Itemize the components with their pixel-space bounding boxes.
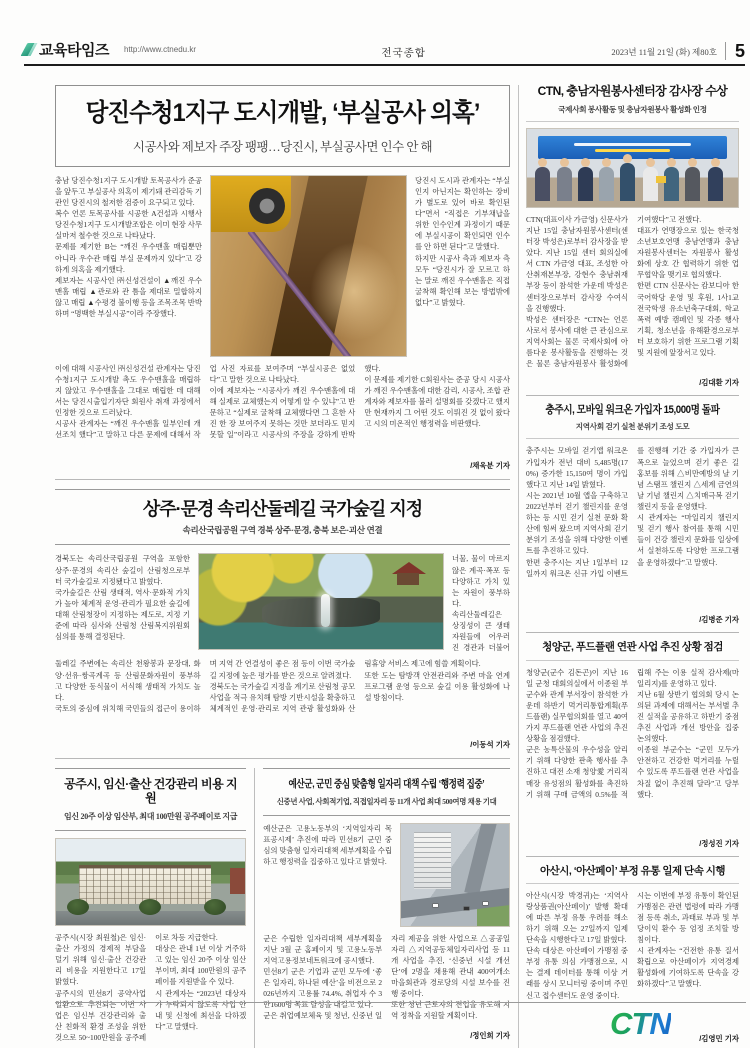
yesan-subhead: 신중년 사업, 사회적기업, 직접일자리 등 11개 사업 최대 500여명 채용 기대	[276, 796, 497, 806]
person-shape	[578, 167, 593, 201]
person-shape	[599, 167, 614, 201]
page-number: 5	[725, 42, 745, 60]
main-subhead: 시공사와 제보자 주장 팽팽…당진시, 부실공사면 인수 안 해	[132, 139, 433, 154]
trench-photo	[210, 175, 407, 357]
masthead-right	[611, 42, 745, 60]
ctn-headline: CTN, 충남자원봉사센터장 감사장 수상	[537, 84, 728, 98]
tree-shape	[139, 899, 161, 915]
ctn-subhead: 국제사회 봉사활동 및 충남자원봉사 활성화 인정	[558, 104, 707, 114]
tree-shape	[67, 899, 89, 915]
cheongyang-byline: /정성진 기자	[699, 838, 739, 848]
gongju-photo	[55, 838, 246, 926]
brand	[24, 39, 196, 60]
road-shape	[465, 823, 499, 896]
yesan-body-bottom: 군은 수립한 일자리대책 세부계획을 지난 3월 군 홈페이지 및 고용노동부 지역고용정보네트워크에 공시했다. 민선8기 군은 기업과 군민 모두에 ‘좋은 일자리, 하나된 예산’을 비전으로 2026년까지 고용률 74.4%, 취업자 수 3만1600명 목표 달성을 내걸고 있다. 군은 취업예보체육 및 청년, 신중년 일자리 제공을 위한 사업으로 △공공일자리 △지역공동체일자리사업 등 11개 사업을 추진, ‘신중년 시설 개선단’에 2명을 채용해 관내 400여개소 마을회관과 경로당의 시설 보수를 진행 중이다. 또한 청년 근로자의 전입을 유도해 지역 정착을 지원할 계획이다.	[263, 933, 510, 1021]
building-shape	[79, 865, 211, 905]
main-col-right: 당진시 도시과 관계자는 “부실인지 아닌지는 확인하는 장비가 별도로 있어 바로 확인된다”면서 “직접은 기부채납을 위한 인수인계 과정이기 때문에 부실시공이 확인되면 인수를 안 하면 된다”고 말했다. 하지만 시공사 측과 제보자 측 모두 “당진시가 잘 모르고 하는 말로 깨진 우수맨홀은 직접 굴착해 확인해 보는 방법밖에 없다”고 밝혔다.	[415, 175, 510, 307]
article-trail	[55, 489, 510, 751]
gongju-subhead: 임신 20주 이상 임산부, 최대 100만원 공주페이로 지급	[64, 812, 238, 822]
banner-shape	[538, 136, 728, 159]
main-headline-box	[55, 85, 510, 167]
yesan-photo	[400, 823, 510, 927]
left-main-column	[55, 85, 510, 1048]
person-shape	[643, 167, 658, 201]
gongju-headline: 공주시, 임신·출산 건강관리 비용 지원	[64, 777, 238, 806]
column-divider	[254, 768, 255, 1048]
ctn-byline: /김대환 기자	[699, 377, 739, 387]
content-area	[55, 85, 747, 1048]
issue-date: 2023년 11월 21일 (화) 제80호	[611, 47, 717, 57]
asan-body: 아산시(시장 박경귀)는 ‘지역사랑상품권(아산페이)’ 발행 확대에 따른 부정 유통 우려를 해소하기 위해 오는 27일까지 일제 단속을 시행한다고 17일 밝혔다. 단속 대상은 아산페이 가맹점 중 부정 유통 의심 가맹점으로, 시는 결제 데이터를 통해 이상 거래를 상시 모니터링 중이며 주민신고 접수센터도 운영 중이다. 시는 이번에 부정 유통이 확인된 가맹점은 관련 법령에 따라 가맹점 등록 취소, 과태료 부과 및 부당이익 환수 등 엄정 조치할 방침이다. 시 관계자는 “건전한 유통 질서 확립으로 아산페이가 지역경제 활성화에 기여하도록 단속을 강화하겠다”고 말했다.	[526, 890, 739, 1000]
chungju-byline: /김병준 기자	[699, 615, 739, 625]
gongju-body: 공주시(시장 최원철)은 임신·출산 가정의 경제적 부담을 덜기 위해 임신·출산 건강관리 비용을 지원한다고 17일 밝혔다. 공주시의 민선8기 공약사업 일환으로 추진되는 이번 사업은 임신부 건강관리와 출산 친화적 환경 조성을 위한 것으로 50~100만원을 공주페이로 차등 지급한다. 대상은 관내 1년 이상 거주하고 있는 임신 20주 이상 임산부이며, 최대 100만원의 공주페이를 지원받을 수 있다. 시 관계자는 “2023년 대상자가 누락되지 않도록 사업 안내 및 신청에 최선을 다하겠다”고 말했다.	[55, 933, 247, 1043]
yesan-headline-box	[263, 768, 510, 815]
main-headline: 당진수청1지구 도시개발, ‘부실공사 의혹’	[85, 99, 480, 127]
ctn-footer-logo: CTN	[610, 1006, 671, 1041]
dirt-highlight	[310, 242, 398, 341]
excavator-wheel-shape	[249, 188, 285, 224]
ctn-body: CTN(대표이사 가금영) 신문사가 지난 15일 충남자원봉사센터(센터장 박성은)로부터 감사장을 받았다. 지난 15일 센터 회의실에서 CTN 가금영 대표, 조성한 아산취재본부장, 강현수 충남취재부장 등이 참석한 가운데 박성은 센터장으로부터 감사장 수여식을 진행했다. 박성은 센터장은 “CTN는 언론사로서 봉사에 대한 큰 관심으로 지역사회는 물론 국제사회에 아름다운 봉사활동을 진행하는 것은 물론 충남자원봉사 활성화에 기여했다”고 전했다. 대표가 연맹장으로 있는 한국청소년보호연맹 충남연맹과 충남자원봉사센터는 자원봉사 활성화에 상호 간 협력하기 위한 업무협약을 맺기로 협의했다. 한편 CTN 신문사는 캄보디아 한국어학당 운영 및 후원, 1사1교 전국학생 유소년축구대회, 학교폭력 예방 캠페인 및 각종 행사 기획, 청소년을 유해환경으로부터 보호하기 위한 프로그램 기획 및 지원에 앞장서고 있다.	[526, 214, 739, 369]
rule	[55, 758, 510, 759]
person-shape	[708, 167, 723, 201]
waterfall-shape	[321, 594, 330, 626]
ctn-headline-box	[526, 85, 739, 122]
person-shape	[535, 167, 550, 201]
main-col-left: 충남 당진수청1지구 도시개발 토목공사가 준공을 앞두고 부실공사 의혹이 제기돼 관리감독 기관인 당진시의 철저한 검증이 요구되고 있다. 복수 언론 토목공사를 시공한 A건설과 시행사 당진수청1지구 도시개발조합은 이미 현장 사무실마저 철수한 것으로 나타났다. 문제를 제기한 B는 “깨진 우수맨홀 매립뿐만 아니라 우수관 매립 부실 문제까지 있다”고 강하게 의혹을 제기했다. 제보자는 시공사인 ㈜신성건설이 ▲깨진 우수맨홀 매립 ▲관로와 관 틈을 제대로 밀합하지 않고 매립 ▲수평경 불이행 등을 조목조목 반박하며 “명백한 부실시공”이라 주장했다.	[55, 175, 202, 319]
person-shape	[620, 163, 635, 201]
chungju-body: 충주시는 모바일 걷기앱 워크온 가입자가 전년 대비 5,485명(170%) 증가한 15,150여 명이 가입했다고 지난 14일 밝혔다. 시는 2021년 10월 앱을 구축하고 2022년부터 걷기 챌린지를 운영하는 등 시민 걷기 실천 문화 확산에 힘써 왔으며 지역사회 걷기 분위기 조성을 위해 다양한 이벤트를 추진하고 있다. 한편 충주시는 지난 1일부터 12일까지 워크온 신규 가입 이벤트를 진행해 기간 중 가입자가 큰 폭으로 늘었으며 걷기 좋은 길 홍보를 위해 △비만예방의 날 기념 스탬프 챌린지 △세계 금연의 날 기념 챌린지 △치매극복 걷기 챌린지 등을 운영했다. 시 관계자는 “마일리지 챌린지 및 걷기 행사 참여를 통해 시민들이 건강 챌린지 문화를 일상에서 실천하도록 다양한 프로그램을 운영하겠다”고 말했다.	[526, 446, 739, 578]
article-cheongyang	[526, 632, 739, 855]
asan-byline: /김영민 기자	[699, 1033, 739, 1043]
car-shape	[433, 904, 438, 907]
article-ctn-award	[526, 85, 739, 395]
pavilion-body-shape	[397, 573, 419, 585]
person-shape	[557, 167, 572, 201]
brand-name: 교육타임즈	[39, 42, 109, 59]
article-yesan	[263, 768, 510, 1048]
award-photo	[526, 128, 739, 208]
trail-body-bottom: 둘레길 주변에는 속리산 천왕봉과 문장대, 화양·선유·쌍곡계곡 등 산림문화자원이 풍부하고 다양한 동식물이 서식해 생태적 가치도 높다. 국토의 중심에 위치해 국민들의 접근이 용이하며 지역 간 연결성이 좋은 점 등이 이번 국가숲길 지정에 높은 평가를 받은 것으로 알려졌다. 경북도는 국가숲길 지정을 계기로 산림청 공모사업을 적극 유치해 탐방 기반시설을 확충하고 체계적인 운영·관리로 지역 관광 활성화와 산림휴양 서비스 제고에 힘쓸 계획이다. 또한 도는 탐방객 안전관리와 주변 마을 연계 프로그램 운영 등으로 숲길 이용 활성화에 나설 방침이다.	[55, 659, 510, 713]
person-shape	[664, 167, 679, 201]
main-byline: /채욱분 기자	[470, 460, 510, 470]
bottom-band	[55, 768, 510, 1048]
footer-rule	[55, 1002, 746, 1003]
cheongyang-body: 청양군(군수 김돈곤)이 지난 16일 군청 대회의실에서 이종원 부군수와 관계 부서장이 참석한 가운데 하반기 먹거리통합계획(푸드플랜) 실무협의회를 열고 40여 가지 푸드플랜 연관 사업의 추진 상황을 점검했다. 군은 농특산물의 우수성을 알리기 위해 다양한 판촉 행사를 추진하고 대전 소재 청양愛 거리직매장 유성점의 활성화를 촉진하기 위해 구매 금액의 0.5%를 적립해 주는 이용 실적 감사제(마일리지)를 운영하고 있다. 지난 6월 상반기 협의회 당시 논의된 과제에 대해서는 부서별 추진 실적을 공유하고 하반기 중점 추진 사업과 개선 방안을 집중 논의했다. 이종원 부군수는 “군민 모두가 안전하고 건강한 먹거리를 누릴 수 있도록 푸드플랜 연관 사업을 차질 없이 추진해 달라”고 당부했다.	[526, 667, 739, 799]
trail-col-right: 너물, 물이 마르지 않은 계곡·폭포 등 다양하고 가치 있는 자원이 풍부하다. 속리산둘레길은 상징성이 큰 생태자원들에 어우러진 경관과 더불어	[452, 554, 510, 653]
brand-url: http://www.ctnedu.kr	[123, 45, 196, 54]
section-label: 전국종합	[381, 48, 426, 59]
asan-headline-box	[526, 865, 739, 884]
chungju-headline: 충주시, 모바일 워크온 가입자 15,000명 돌파	[545, 403, 720, 416]
car-shape	[483, 902, 488, 905]
certificate-shape	[656, 176, 666, 183]
main-body-bottom: 이에 대해 시공사인 ㈜신성건설 관계자는 당진수청1지구 도시개발 촉도 우수맨홀을 매립하지 않았고 우수맨홀을 그대로 매립한 데 대해서는 당진시출입기자단 회원사 취재 과정에서 인정한 것으로 드러났다. 시공사 관계자는 “깨진 우수맨홀 일부인데 개선조치 했다”고 말하고 다른 문제에 대해서 작업 사진 자료를 보여주며 “부실시공은 없었다”고 말한 것으로 나타났다. 이에 제보자는 “시공사가 깨진 우수맨홀에 대해 실제로 교체했는지 어떻게 알 수 있냐”고 반문하고 “실제로 굴착해 교체했다면 그 흔한 사진 한 장 보여주지 못하는 것만 보더라도 믿지 못할 일”이라고 시공사의 주장을 강하게 반박했다. 이 문제를 제기한 C회원사는 준공 당시 시공사가 깨진 우수맨홀에 대한 감리, 시공사, 조합 관계자와 제보자를 불러 설명회를 갖겠다고 했지만 현재까지 그 어떤 것도 이뤄진 것 없이 왔다고 시의 미온적인 행정력을 비판했다.	[55, 363, 510, 440]
main-body-top	[55, 175, 510, 357]
gongju-headline-box	[55, 768, 246, 831]
yesan-body-top	[263, 823, 510, 927]
chungju-headline-box	[526, 404, 739, 440]
trail-photo	[198, 553, 444, 650]
cheongyang-headline-box	[526, 641, 739, 660]
tree-shape	[204, 899, 226, 915]
asan-headline: 아산시, ‘아산페이’ 부정 유통 일제 단속 시행	[539, 864, 726, 877]
trail-headline: 상주·문경 속리산둘레길 국가숲길 지정	[142, 498, 423, 519]
article-gongju	[55, 768, 246, 1048]
article-chungju	[526, 395, 739, 633]
trail-headline-box	[55, 489, 510, 546]
trail-body-top	[55, 553, 510, 652]
pavilion-roof-shape	[392, 562, 426, 574]
rule	[55, 479, 510, 480]
article-main	[55, 85, 510, 471]
brick-building-shape	[230, 868, 245, 894]
trail-col-left: 경북도는 속리산국립공원 구역을 포함한 상주·문경의 속리산 숲길이 산림청으로부터 국가숲길로 지정됐다고 밝혔다. 국가숲길은 산림 생태적, 역사·문화적 가치가 높아 체계적 운영·관리가 필요한 숲길에 대해 산림청장이 지정하는 제도로, 지정 기준에 따라 심사와 산림청 산림복지위원회 심의를 통해 결정된다.	[55, 554, 190, 642]
cheongyang-headline: 청양군, 푸드플랜 연관 사업 추진 상황 점검	[542, 641, 723, 654]
trail-byline: /이동석 기자	[470, 740, 510, 750]
chungju-subhead: 지역사회 걷기 실천 분위기 조성 도모	[575, 422, 690, 432]
person-shape	[685, 167, 700, 201]
trail-subhead: 속리산국립공원 구역 경북 상주·문경, 충북 보은·괴산 연결	[182, 525, 383, 536]
tower-building-shape	[414, 832, 451, 889]
yesan-col-left: 예산군은 고용노동부의 ‘지역일자리 목표공시제’ 추진에 따라 민선8기 군민 중심의 맞춤형 일자리대책 세부계획을 수립하고 행정력을 집중하고 있다고 밝혔다.	[263, 823, 392, 866]
yesan-byline: /정인희 기자	[470, 1030, 510, 1040]
sidebar-column	[518, 85, 739, 1048]
masthead	[24, 40, 745, 66]
yesan-headline: 예산군, 군민 중심 맞춤형 일자리 대책 수립 ‘행정력 집중’	[288, 778, 485, 791]
car-shape	[464, 907, 469, 910]
